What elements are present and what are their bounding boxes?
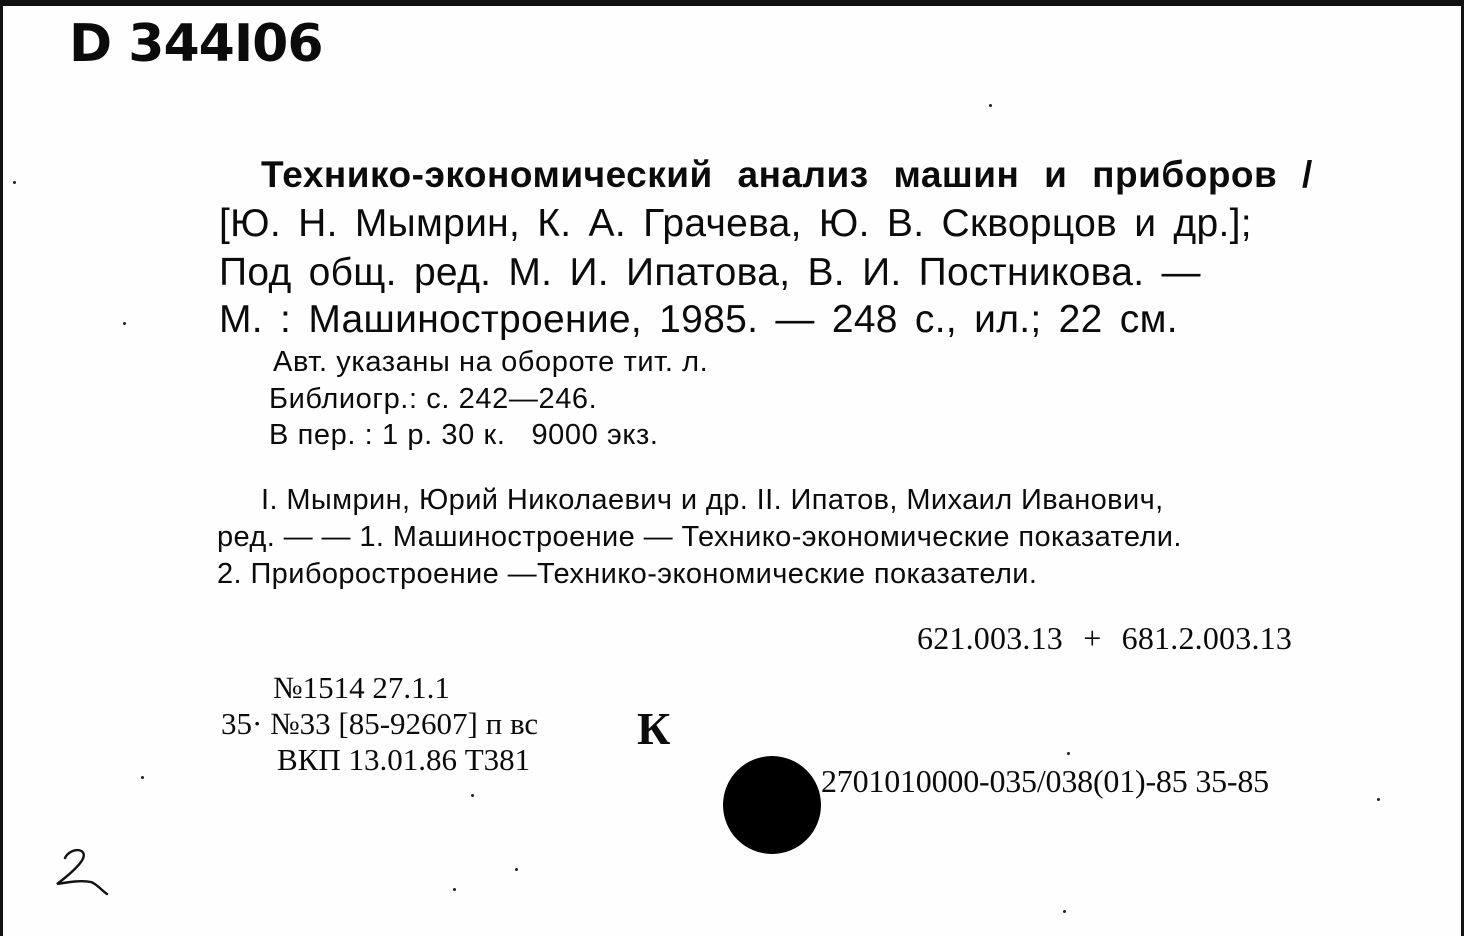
speck	[1063, 910, 1066, 913]
handwritten-mark-icon	[51, 844, 121, 900]
note-bibliography: Библиогр.: с. 242—246.	[269, 383, 598, 415]
speck	[1067, 752, 1070, 755]
speck	[141, 776, 144, 779]
speck	[13, 181, 16, 184]
book-title: Технико-экономический анализ машин и приборов /	[261, 154, 1313, 195]
publication-line: М. : Машиностроение, 1985. — 248 с., ил.; 22 см.	[219, 298, 1178, 341]
tracing-line-2: ред. — — 1. Машиностроение — Технико-экономические показатели.	[217, 521, 1182, 553]
code-line: 2701010000-035/038(01)-85 35-85	[821, 763, 1269, 799]
speck	[515, 868, 518, 871]
udc-classification: 621.003.13 + 681.2.003.13	[917, 620, 1293, 656]
speck	[989, 104, 992, 107]
note-authors: Авт. указаны на обороте тит. л.	[273, 346, 709, 378]
admin-line-3: ВКП 13.01.86 Т381	[277, 742, 531, 777]
speck	[453, 888, 456, 891]
responsibility-line-2: Под общ. ред. М. И. Ипатова, В. И. Постникова. —	[219, 251, 1201, 294]
responsibility-line-1: [Ю. Н. Мымрин, К. А. Грачева, Ю. В. Скворцов и др.];	[219, 202, 1252, 245]
admin-line-2: 35· №33 [85-92607] п вс	[221, 706, 539, 741]
note-price: В пер. : 1 р. 30 к. 9000 экз.	[269, 419, 659, 451]
admin-line-1: №1514 27.1.1	[273, 670, 450, 705]
stamp-letter: К	[637, 703, 671, 754]
speck	[123, 322, 126, 325]
speck	[1377, 798, 1380, 801]
tracing-line-1: I. Мымрин, Юрий Николаевич и др. II. Ипатов, Михаил Иванович,	[261, 484, 1164, 516]
punch-hole	[723, 756, 821, 854]
tracing-line-3: 2. Приборостроение —Технико-экономические показатели.	[217, 558, 1038, 590]
shelf-mark: D 344I06	[69, 14, 323, 74]
speck	[471, 794, 474, 797]
